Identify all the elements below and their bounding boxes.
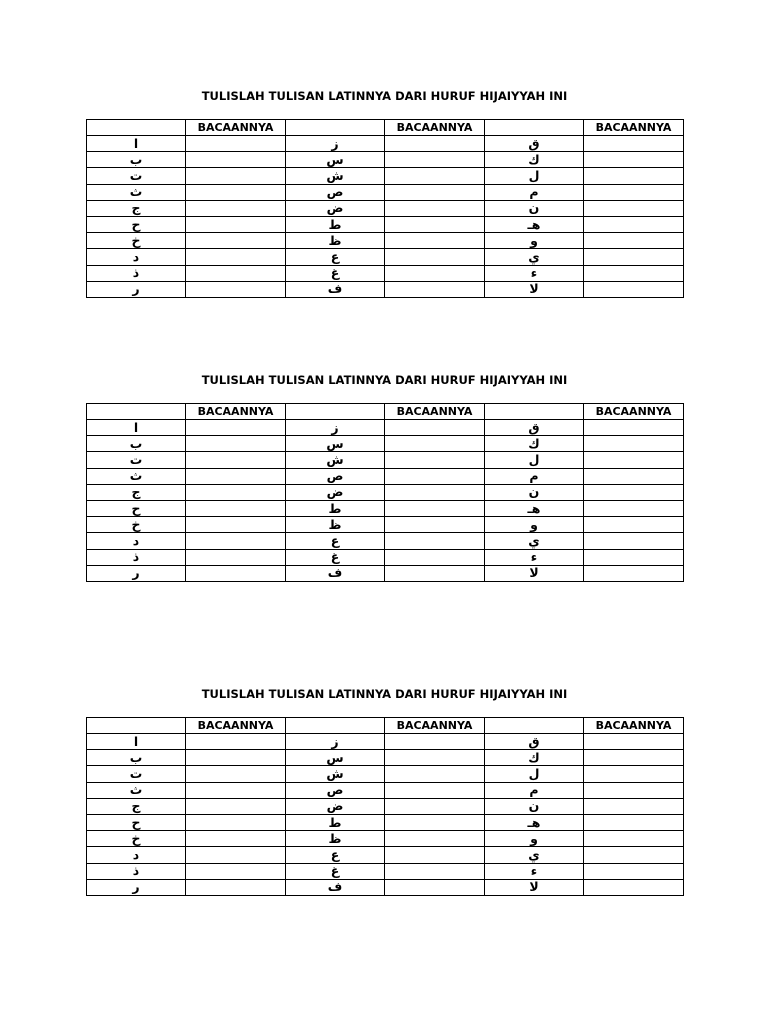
- reading-answer-cell[interactable]: [584, 452, 684, 468]
- hijaiyah-letter-cell: ا: [87, 734, 186, 750]
- hijaiyah-letter-cell: ب: [87, 152, 186, 168]
- reading-answer-cell[interactable]: [584, 233, 684, 249]
- hijaiyah-letter-cell: ص: [286, 782, 385, 798]
- hijaiyah-letter-cell: ر: [87, 879, 186, 895]
- reading-answer-cell[interactable]: [584, 249, 684, 265]
- reading-answer-cell[interactable]: [385, 200, 485, 216]
- hijaiyah-letter-cell: ء: [485, 549, 584, 565]
- reading-answer-cell[interactable]: [186, 200, 286, 216]
- reading-answer-cell[interactable]: [186, 184, 286, 200]
- table-row: [87, 500, 684, 516]
- reading-answer-cell[interactable]: [186, 533, 286, 549]
- reading-answer-cell[interactable]: [584, 184, 684, 200]
- table-row: [87, 216, 684, 232]
- reading-answer-cell[interactable]: [385, 565, 485, 581]
- reading-answer-cell[interactable]: [186, 233, 286, 249]
- reading-answer-cell[interactable]: [385, 168, 485, 184]
- reading-answer-cell[interactable]: [385, 136, 485, 152]
- hijaiyah-letter-cell: د: [87, 847, 186, 863]
- hijaiyah-letter-cell: ت: [87, 452, 186, 468]
- reading-answer-cell[interactable]: [584, 281, 684, 297]
- reading-answer-cell[interactable]: [385, 436, 485, 452]
- reading-answer-cell[interactable]: [186, 814, 286, 830]
- reading-answer-cell[interactable]: [186, 831, 286, 847]
- reading-answer-cell[interactable]: [584, 136, 684, 152]
- hijaiyah-letter-cell: ث: [87, 184, 186, 200]
- hijaiyah-letter-cell: غ: [286, 265, 385, 281]
- reading-answer-cell[interactable]: [385, 420, 485, 436]
- column-header-bacaannya: BACAANNYA: [385, 718, 485, 734]
- column-header-bacaannya: BACAANNYA: [385, 120, 485, 136]
- column-header-bacaannya: BACAANNYA: [186, 718, 286, 734]
- hijaiyah-letter-cell: ح: [87, 500, 186, 516]
- column-header-bacaannya: BACAANNYA: [186, 404, 286, 420]
- hijaiyah-letter-cell: ع: [286, 533, 385, 549]
- reading-answer-cell[interactable]: [385, 281, 485, 297]
- hijaiyah-letter-cell: ث: [87, 468, 186, 484]
- reading-answer-cell[interactable]: [385, 152, 485, 168]
- hijaiyah-letter-cell: ظ: [286, 517, 385, 533]
- hijaiyah-letter-cell: م: [485, 184, 584, 200]
- worksheet-1: [86, 89, 683, 298]
- hijaiyah-letter-cell: غ: [286, 549, 385, 565]
- hijaiyah-letter-cell: د: [87, 533, 186, 549]
- table-row: [87, 814, 684, 830]
- hijaiyah-letter-cell: ي: [485, 847, 584, 863]
- hijaiyah-letter-cell: ت: [87, 766, 186, 782]
- reading-answer-cell[interactable]: [584, 484, 684, 500]
- hijaiyah-letter-cell: ع: [286, 847, 385, 863]
- hijaiyah-letter-cell: خ: [87, 831, 186, 847]
- hijaiyah-letter-cell: هـ: [485, 216, 584, 232]
- hijaiyah-letter-cell: ظ: [286, 831, 385, 847]
- column-header-blank: [87, 120, 186, 136]
- reading-answer-cell[interactable]: [584, 468, 684, 484]
- hijaiyah-letter-cell: ذ: [87, 549, 186, 565]
- hijaiyah-letter-cell: ل: [485, 168, 584, 184]
- reading-answer-cell[interactable]: [186, 152, 286, 168]
- reading-answer-cell[interactable]: [186, 136, 286, 152]
- reading-answer-cell[interactable]: [584, 847, 684, 863]
- table-row: [87, 249, 684, 265]
- hijaiyah-letter-cell: ء: [485, 863, 584, 879]
- hijaiyah-letter-cell: ر: [87, 281, 186, 297]
- table-header-row: [87, 404, 684, 420]
- hijaiyah-letter-cell: ط: [286, 500, 385, 516]
- reading-answer-cell[interactable]: [186, 879, 286, 895]
- hijaiyah-letter-cell: ص: [286, 468, 385, 484]
- reading-answer-cell[interactable]: [584, 216, 684, 232]
- table-row: [87, 863, 684, 879]
- reading-answer-cell[interactable]: [385, 517, 485, 533]
- reading-answer-cell[interactable]: [584, 549, 684, 565]
- hijaiyah-table: [86, 717, 684, 896]
- hijaiyah-letter-cell: ث: [87, 782, 186, 798]
- hijaiyah-letter-cell: ص: [286, 184, 385, 200]
- hijaiyah-letter-cell: غ: [286, 863, 385, 879]
- reading-answer-cell[interactable]: [584, 533, 684, 549]
- reading-answer-cell[interactable]: [186, 420, 286, 436]
- reading-answer-cell[interactable]: [584, 420, 684, 436]
- reading-answer-cell[interactable]: [186, 734, 286, 750]
- hijaiyah-letter-cell: س: [286, 152, 385, 168]
- reading-answer-cell[interactable]: [186, 468, 286, 484]
- reading-answer-cell[interactable]: [186, 484, 286, 500]
- hijaiyah-letter-cell: و: [485, 517, 584, 533]
- hijaiyah-letter-cell: ش: [286, 452, 385, 468]
- reading-answer-cell[interactable]: [385, 750, 485, 766]
- table-row: [87, 847, 684, 863]
- table-row: [87, 879, 684, 895]
- reading-answer-cell[interactable]: [584, 517, 684, 533]
- hijaiyah-letter-cell: ب: [87, 750, 186, 766]
- hijaiyah-table: [86, 119, 684, 298]
- hijaiyah-letter-cell: س: [286, 750, 385, 766]
- reading-answer-cell[interactable]: [385, 734, 485, 750]
- hijaiyah-letter-cell: ن: [485, 484, 584, 500]
- worksheet-3: [86, 687, 683, 896]
- hijaiyah-letter-cell: ح: [87, 814, 186, 830]
- reading-answer-cell[interactable]: [186, 281, 286, 297]
- table-row: [87, 233, 684, 249]
- hijaiyah-letter-cell: ت: [87, 168, 186, 184]
- hijaiyah-letter-cell: ك: [485, 152, 584, 168]
- reading-answer-cell[interactable]: [186, 565, 286, 581]
- hijaiyah-letter-cell: ن: [485, 200, 584, 216]
- hijaiyah-letter-cell: ج: [87, 484, 186, 500]
- hijaiyah-letter-cell: ي: [485, 533, 584, 549]
- reading-answer-cell[interactable]: [385, 814, 485, 830]
- reading-answer-cell[interactable]: [385, 265, 485, 281]
- reading-answer-cell[interactable]: [385, 533, 485, 549]
- hijaiyah-letter-cell: ق: [485, 420, 584, 436]
- hijaiyah-letter-cell: هـ: [485, 500, 584, 516]
- hijaiyah-letter-cell: ض: [286, 798, 385, 814]
- reading-answer-cell[interactable]: [385, 847, 485, 863]
- hijaiyah-letter-cell: ف: [286, 281, 385, 297]
- reading-answer-cell[interactable]: [385, 863, 485, 879]
- reading-answer-cell[interactable]: [186, 168, 286, 184]
- table-row: [87, 468, 684, 484]
- hijaiyah-letter-cell: ج: [87, 798, 186, 814]
- reading-answer-cell[interactable]: [584, 500, 684, 516]
- reading-answer-cell[interactable]: [584, 152, 684, 168]
- reading-answer-cell[interactable]: [186, 766, 286, 782]
- table-row: [87, 452, 684, 468]
- hijaiyah-letter-cell: ء: [485, 265, 584, 281]
- hijaiyah-letter-cell: ع: [286, 249, 385, 265]
- hijaiyah-letter-cell: ك: [485, 750, 584, 766]
- reading-answer-cell[interactable]: [186, 782, 286, 798]
- table-header-row: [87, 718, 684, 734]
- reading-answer-cell[interactable]: [186, 863, 286, 879]
- hijaiyah-letter-cell: لا: [485, 879, 584, 895]
- reading-answer-cell[interactable]: [385, 549, 485, 565]
- hijaiyah-letter-cell: د: [87, 249, 186, 265]
- reading-answer-cell[interactable]: [186, 500, 286, 516]
- table-row: [87, 152, 684, 168]
- hijaiyah-letter-cell: ط: [286, 216, 385, 232]
- column-header-bacaannya: BACAANNYA: [584, 404, 684, 420]
- reading-answer-cell[interactable]: [186, 249, 286, 265]
- reading-answer-cell[interactable]: [186, 265, 286, 281]
- hijaiyah-letter-cell: ن: [485, 798, 584, 814]
- reading-answer-cell[interactable]: [385, 879, 485, 895]
- worksheet-2: [86, 373, 683, 582]
- hijaiyah-letter-cell: و: [485, 233, 584, 249]
- hijaiyah-letter-cell: ك: [485, 436, 584, 452]
- table-row: [87, 798, 684, 814]
- reading-answer-cell[interactable]: [186, 750, 286, 766]
- reading-answer-cell[interactable]: [385, 216, 485, 232]
- table-row: [87, 200, 684, 216]
- reading-answer-cell[interactable]: [584, 734, 684, 750]
- hijaiyah-letter-cell: س: [286, 436, 385, 452]
- hijaiyah-letter-cell: ذ: [87, 265, 186, 281]
- worksheet-title: TULISLAH TULISAN LATINNYA DARI HURUF HIJAIYYAH INI: [201, 373, 568, 387]
- table-row: [87, 484, 684, 500]
- reading-answer-cell[interactable]: [584, 168, 684, 184]
- hijaiyah-letter-cell: هـ: [485, 814, 584, 830]
- reading-answer-cell[interactable]: [584, 766, 684, 782]
- hijaiyah-letter-cell: ل: [485, 766, 584, 782]
- reading-answer-cell[interactable]: [385, 233, 485, 249]
- hijaiyah-letter-cell: ا: [87, 420, 186, 436]
- reading-answer-cell[interactable]: [385, 500, 485, 516]
- table-row: [87, 533, 684, 549]
- column-header-blank: [286, 404, 385, 420]
- reading-answer-cell[interactable]: [186, 798, 286, 814]
- reading-answer-cell[interactable]: [584, 798, 684, 814]
- hijaiyah-letter-cell: ر: [87, 565, 186, 581]
- table-row: [87, 565, 684, 581]
- hijaiyah-letter-cell: خ: [87, 233, 186, 249]
- hijaiyah-letter-cell: ف: [286, 565, 385, 581]
- reading-answer-cell[interactable]: [584, 863, 684, 879]
- table-row: [87, 750, 684, 766]
- reading-answer-cell[interactable]: [186, 847, 286, 863]
- reading-answer-cell[interactable]: [385, 468, 485, 484]
- reading-answer-cell[interactable]: [584, 879, 684, 895]
- reading-answer-cell[interactable]: [385, 831, 485, 847]
- table-row: [87, 420, 684, 436]
- reading-answer-cell[interactable]: [584, 782, 684, 798]
- hijaiyah-letter-cell: ط: [286, 814, 385, 830]
- column-header-blank: [485, 718, 584, 734]
- column-header-blank: [87, 718, 186, 734]
- table-row: [87, 831, 684, 847]
- hijaiyah-letter-cell: ذ: [87, 863, 186, 879]
- reading-answer-cell[interactable]: [584, 565, 684, 581]
- hijaiyah-letter-cell: ا: [87, 136, 186, 152]
- reading-answer-cell[interactable]: [186, 436, 286, 452]
- hijaiyah-letter-cell: ش: [286, 766, 385, 782]
- reading-answer-cell[interactable]: [385, 249, 485, 265]
- column-header-blank: [286, 120, 385, 136]
- table-row: [87, 265, 684, 281]
- hijaiyah-letter-cell: ض: [286, 200, 385, 216]
- column-header-bacaannya: BACAANNYA: [584, 120, 684, 136]
- reading-answer-cell[interactable]: [584, 831, 684, 847]
- reading-answer-cell[interactable]: [186, 549, 286, 565]
- reading-answer-cell[interactable]: [584, 200, 684, 216]
- hijaiyah-letter-cell: ي: [485, 249, 584, 265]
- table-row: [87, 281, 684, 297]
- hijaiyah-letter-cell: لا: [485, 565, 584, 581]
- reading-answer-cell[interactable]: [186, 216, 286, 232]
- table-header-row: [87, 120, 684, 136]
- column-header-blank: [485, 404, 584, 420]
- hijaiyah-letter-cell: ب: [87, 436, 186, 452]
- hijaiyah-letter-cell: خ: [87, 517, 186, 533]
- reading-answer-cell[interactable]: [385, 452, 485, 468]
- column-header-bacaannya: BACAANNYA: [385, 404, 485, 420]
- reading-answer-cell[interactable]: [385, 184, 485, 200]
- column-header-blank: [87, 404, 186, 420]
- hijaiyah-letter-cell: ز: [286, 136, 385, 152]
- hijaiyah-letter-cell: م: [485, 468, 584, 484]
- reading-answer-cell[interactable]: [385, 798, 485, 814]
- table-row: [87, 766, 684, 782]
- table-row: [87, 782, 684, 798]
- reading-answer-cell[interactable]: [584, 265, 684, 281]
- hijaiyah-letter-cell: ض: [286, 484, 385, 500]
- worksheet-title: TULISLAH TULISAN LATINNYA DARI HURUF HIJAIYYAH INI: [201, 89, 568, 103]
- table-row: [87, 436, 684, 452]
- hijaiyah-letter-cell: لا: [485, 281, 584, 297]
- hijaiyah-letter-cell: ظ: [286, 233, 385, 249]
- hijaiyah-letter-cell: ح: [87, 216, 186, 232]
- hijaiyah-letter-cell: ج: [87, 200, 186, 216]
- column-header-blank: [485, 120, 584, 136]
- table-row: [87, 184, 684, 200]
- reading-answer-cell[interactable]: [385, 484, 485, 500]
- hijaiyah-letter-cell: م: [485, 782, 584, 798]
- hijaiyah-letter-cell: ل: [485, 452, 584, 468]
- reading-answer-cell[interactable]: [584, 814, 684, 830]
- hijaiyah-letter-cell: و: [485, 831, 584, 847]
- worksheet-title: TULISLAH TULISAN LATINNYA DARI HURUF HIJAIYYAH INI: [201, 687, 568, 701]
- hijaiyah-letter-cell: ز: [286, 420, 385, 436]
- table-row: [87, 517, 684, 533]
- reading-answer-cell[interactable]: [584, 750, 684, 766]
- column-header-blank: [286, 718, 385, 734]
- table-row: [87, 136, 684, 152]
- hijaiyah-letter-cell: ز: [286, 734, 385, 750]
- hijaiyah-letter-cell: ق: [485, 136, 584, 152]
- column-header-bacaannya: BACAANNYA: [186, 120, 286, 136]
- table-row: [87, 549, 684, 565]
- reading-answer-cell[interactable]: [186, 517, 286, 533]
- reading-answer-cell[interactable]: [584, 436, 684, 452]
- hijaiyah-letter-cell: ق: [485, 734, 584, 750]
- reading-answer-cell[interactable]: [385, 782, 485, 798]
- table-row: [87, 168, 684, 184]
- table-row: [87, 734, 684, 750]
- column-header-bacaannya: BACAANNYA: [584, 718, 684, 734]
- hijaiyah-letter-cell: ف: [286, 879, 385, 895]
- reading-answer-cell[interactable]: [186, 452, 286, 468]
- hijaiyah-letter-cell: ش: [286, 168, 385, 184]
- reading-answer-cell[interactable]: [385, 766, 485, 782]
- hijaiyah-table: [86, 403, 684, 582]
